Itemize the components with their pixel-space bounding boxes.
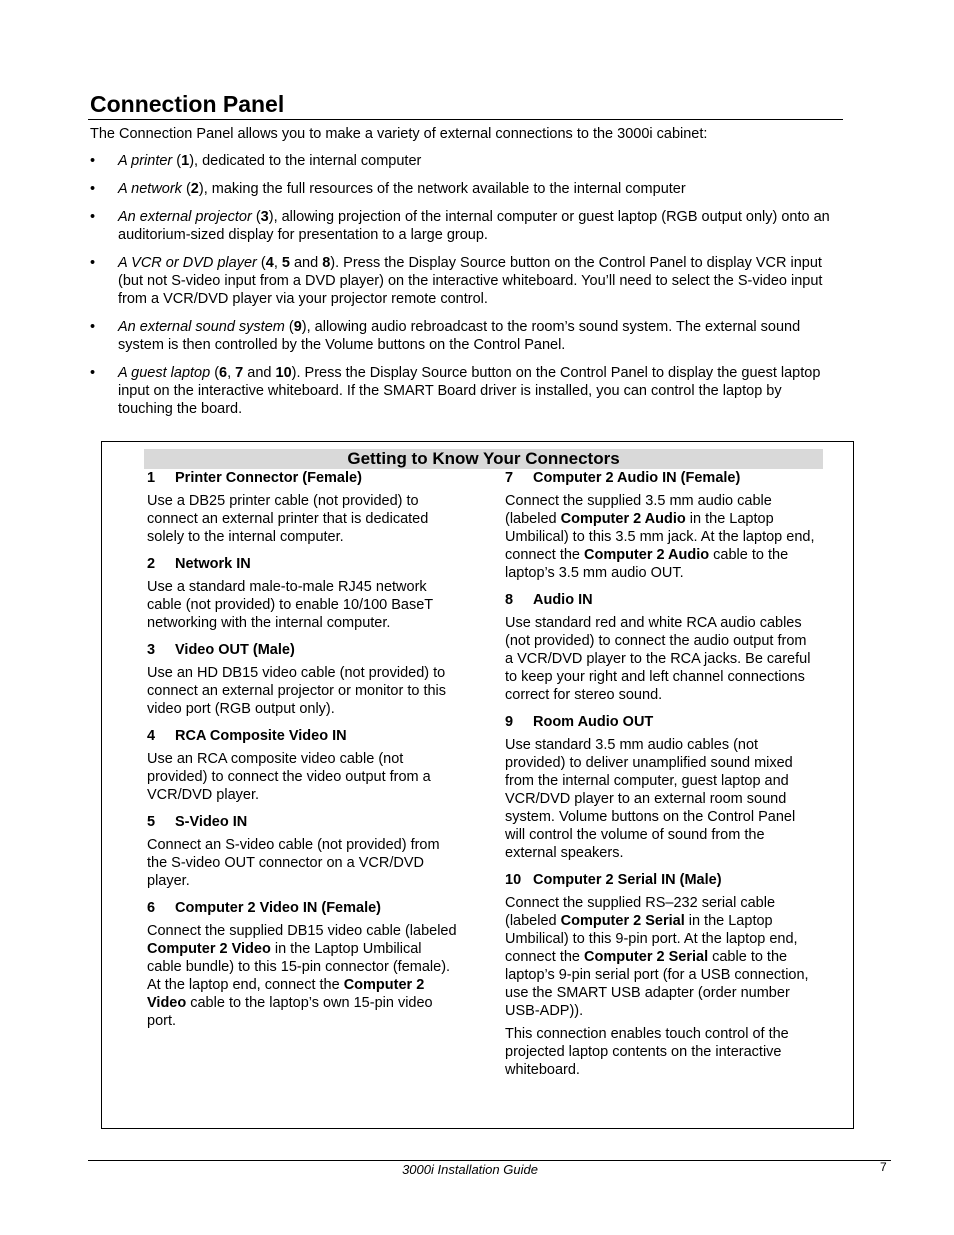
connector-heading: 10 Computer 2 Serial IN (Male) xyxy=(505,872,722,888)
connector-description: Connect the supplied RS–232 serial cable (labeled Computer 2 Serial in the Laptop Umbilical) to this 9-pin port. At the laptop end, connect the Computer 2 Serial cable to the laptop’s 9-pin serial port (for a USB connection, use the SMART USB adapter (order number USB-ADP)). xyxy=(505,895,809,1019)
connector-description: Use an RCA composite video cable (not provided) to connect the video output from a VCR/DVD player. xyxy=(147,751,431,803)
connector-item xyxy=(505,591,815,704)
bullet-icon: • xyxy=(90,209,96,225)
connector-description: Use a DB25 printer cable (not provided) to connect an external printer that is dedicated solely to the internal computer. xyxy=(147,493,429,545)
connector-heading: 1 Printer Connector (Female) xyxy=(147,470,362,486)
page-title: Connection Panel xyxy=(90,91,285,117)
list-item: • A guest laptop (6, 7 and 10). Press the Display Source button on the Control Panel to display the guest laptop input on the interactive whiteboard. If the SMART Board driver is installed, you can control the laptop by touching the board. xyxy=(90,365,821,417)
connector-heading: 8 Audio IN xyxy=(505,592,593,608)
connector-heading: 4 RCA Composite Video IN xyxy=(147,728,347,744)
connector-description: Connect the supplied DB15 video cable (labeled Computer 2 Video in the Laptop Umbilical cable bundle) to this 15-pin connector (female). At the laptop end, connect the Computer 2 Video cable to the laptop’s own 15-pin video port. xyxy=(147,923,457,1029)
connector-heading: 5 S-Video IN xyxy=(147,814,248,830)
list-item: • A VCR or DVD player (4, 5 and 8). Press the Display Source button on the Control Panel to display VCR input (but not S-video input from a DVD player) on the interactive whiteboard. You’ll need to select the S-video input from a VCR/DVD player via your projector remote control. xyxy=(90,255,823,307)
connector-heading: 3 Video OUT (Male) xyxy=(147,642,295,658)
page-number: 7 xyxy=(880,1160,887,1174)
bullet-icon: • xyxy=(90,153,96,169)
connector-heading: 6 Computer 2 Video IN (Female) xyxy=(147,900,381,916)
bullet-icon: • xyxy=(90,181,96,197)
connector-item xyxy=(147,813,457,890)
connectors-box-title: Getting to Know Your Connectors xyxy=(144,449,823,469)
title-rule xyxy=(88,119,843,120)
connector-heading: 2 Network IN xyxy=(147,556,251,572)
bullet-icon: • xyxy=(90,255,96,271)
connector-heading: 9 Room Audio OUT xyxy=(505,714,654,730)
bullet-icon: • xyxy=(90,365,96,381)
connector-heading: 7 Computer 2 Audio IN (Female) xyxy=(505,470,741,486)
connector-item xyxy=(147,641,457,718)
connectors-right-column xyxy=(505,469,815,1088)
connector-description: Use an HD DB15 video cable (not provided) to connect an external projector or monitor to this video port (RGB output only). xyxy=(147,665,447,717)
bullet-icon: • xyxy=(90,319,96,335)
connector-description: Use a standard male-to-male RJ45 network cable (not provided) to enable 10/100 BaseT networking with the internal computer. xyxy=(147,579,433,631)
connectors-left-column xyxy=(147,469,457,1039)
list-item: • A network (2), making the full resources of the network available to the internal computer xyxy=(90,181,686,197)
list-item: • An external projector (3), allowing projection of the internal computer or guest laptop (RGB output only) onto an auditorium-sized display for presentation to a large group. xyxy=(90,209,830,243)
list-item: • A printer (1), dedicated to the internal computer xyxy=(90,153,422,169)
connector-item xyxy=(147,555,457,632)
connector-description: Connect the supplied 3.5 mm audio cable (labeled Computer 2 Audio in the Laptop Umbilical) to this 3.5 mm jack. At the laptop end, connect the Computer 2 Audio cable to the laptop’s 3.5 mm audio OUT. xyxy=(505,493,815,581)
connector-item xyxy=(147,899,457,1030)
connector-note: This connection enables touch control of the projected laptop contents on the interactive whiteboard. xyxy=(505,1026,789,1078)
connector-item xyxy=(505,713,815,862)
footer-rule xyxy=(88,1160,891,1161)
intro-paragraph: The Connection Panel allows you to make a variety of external connections to the 3000i cabinet: xyxy=(90,126,708,142)
connection-list xyxy=(90,152,835,428)
footer-title: 3000i Installation Guide xyxy=(402,1162,538,1177)
connector-item xyxy=(147,727,457,804)
connector-item xyxy=(147,469,457,546)
connector-description: Use standard 3.5 mm audio cables (not provided) to deliver unamplified sound mixed from the internal computer, guest laptop and VCR/DVD player to an external room sound system. Volume buttons on the Control Panel will control the volume of sound from the external speakers. xyxy=(505,737,796,861)
connector-item xyxy=(505,871,815,1079)
connector-description: Connect an S-video cable (not provided) from the S-video OUT connector on a VCR/DVD player. xyxy=(147,837,440,889)
connector-item xyxy=(505,469,815,582)
connector-description: Use standard red and white RCA audio cables (not provided) to connect the audio output from a VCR/DVD player to the RCA jacks. Be careful to keep your right and left channel connections correct for stereo sound. xyxy=(505,615,811,703)
list-item: • An external sound system (9), allowing audio rebroadcast to the room’s sound system. The external sound system is then controlled by the Volume buttons on the Control Panel. xyxy=(90,319,801,353)
